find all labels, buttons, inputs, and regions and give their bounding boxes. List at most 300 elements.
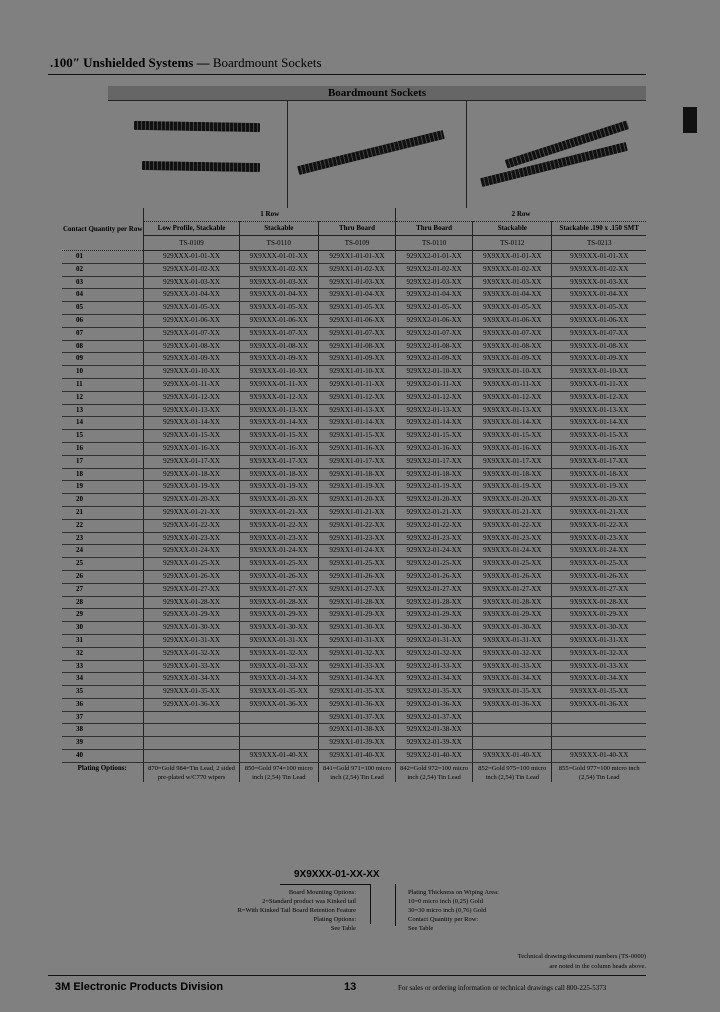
photo-1row-sockets: [108, 100, 287, 208]
contact-qty: 36: [62, 698, 144, 711]
part-number: 929XX1-01-19-XX: [318, 481, 395, 494]
table-row: [62, 634, 646, 647]
part-number: [473, 711, 552, 724]
table-row: [62, 417, 646, 430]
part-number: 929XXX-01-23-XX: [144, 532, 239, 545]
part-number: 9X9XXX-01-25-XX: [473, 558, 552, 571]
legend-line: See Table: [330, 925, 356, 932]
part-number: 9X9XXX-01-11-XX: [239, 378, 318, 391]
part-number: 929XX2-01-34-XX: [396, 673, 473, 686]
part-number: 929XX2-01-37-XX: [396, 711, 473, 724]
part-number: 9X9XXX-01-35-XX: [239, 686, 318, 699]
group-1row: 1 Row: [144, 208, 396, 222]
tech-note: [518, 952, 646, 972]
table-row: [62, 276, 646, 289]
part-number: 9X9XXX-01-09-XX: [552, 353, 646, 366]
part-number: 929XX1-01-23-XX: [318, 532, 395, 545]
part-number: 929XX1-01-35-XX: [318, 686, 395, 699]
contact-qty: 24: [62, 545, 144, 558]
table-row: [62, 327, 646, 340]
part-number: 9X9XXX-01-12-XX: [552, 391, 646, 404]
table-row: [62, 366, 646, 379]
part-number: 9X9XXX-01-36-XX: [552, 698, 646, 711]
table-row: [62, 404, 646, 417]
part-number: 9X9XXX-01-16-XX: [239, 442, 318, 455]
part-number: 929XX1-01-08-XX: [318, 340, 395, 353]
part-number: 929XX2-01-17-XX: [396, 455, 473, 468]
subheader: Thru Board: [396, 222, 473, 236]
part-number: 9X9XXX-01-25-XX: [239, 558, 318, 571]
contact-qty: 20: [62, 494, 144, 507]
page-number: 13: [344, 981, 357, 993]
part-number: 9X9XXX-01-31-XX: [552, 634, 646, 647]
part-number: 929XX1-01-17-XX: [318, 455, 395, 468]
part-number: 929XXX-01-20-XX: [144, 494, 239, 507]
part-number: 9X9XXX-01-08-XX: [473, 340, 552, 353]
part-number: [239, 724, 318, 737]
table-row: [62, 442, 646, 455]
table-row: [62, 583, 646, 596]
part-number: 929XX1-01-05-XX: [318, 302, 395, 315]
part-number: 9X9XXX-01-14-XX: [239, 417, 318, 430]
part-number: 9X9XXX-01-02-XX: [473, 263, 552, 276]
part-number: 9X9XXX-01-16-XX: [552, 442, 646, 455]
part-number: 929XXX-01-13-XX: [144, 404, 239, 417]
part-number: 929XX1-01-09-XX: [318, 353, 395, 366]
part-number: 9X9XXX-01-18-XX: [552, 468, 646, 481]
part-number: 929XX2-01-15-XX: [396, 430, 473, 443]
part-number: 929XX2-01-18-XX: [396, 468, 473, 481]
page-title: [50, 55, 322, 71]
subheader: Thru Board: [318, 222, 395, 236]
part-number: 929XX2-01-25-XX: [396, 558, 473, 571]
part-number: 9X9XXX-01-07-XX: [239, 327, 318, 340]
part-number: 9X9XXX-01-04-XX: [552, 289, 646, 302]
part-number: 9X9XXX-01-40-XX: [239, 750, 318, 763]
contact-qty: 25: [62, 558, 144, 571]
part-number: 9X9XXX-01-03-XX: [473, 276, 552, 289]
part-number: 9X9XXX-01-02-XX: [239, 263, 318, 276]
part-number: 9X9XXX-01-27-XX: [473, 583, 552, 596]
contact-qty: 21: [62, 506, 144, 519]
part-number: 9X9XXX-01-22-XX: [239, 519, 318, 532]
part-number: 9X9XXX-01-33-XX: [552, 660, 646, 673]
legend-line: See Table: [408, 925, 434, 932]
part-number: 929XXX-01-21-XX: [144, 506, 239, 519]
footer-rule: [48, 975, 646, 976]
part-number: 929XXX-01-31-XX: [144, 634, 239, 647]
part-number: 929XX2-01-02-XX: [396, 263, 473, 276]
part-number: 929XX1-01-21-XX: [318, 506, 395, 519]
part-number: 9X9XXX-01-15-XX: [552, 430, 646, 443]
part-number: 929XX1-01-31-XX: [318, 634, 395, 647]
contact-qty: 39: [62, 737, 144, 750]
part-number: 9X9XXX-01-17-XX: [239, 455, 318, 468]
tech-note-line: Technical drawing/document numbers (TS-0000): [517, 953, 646, 960]
contact-qty: 16: [62, 442, 144, 455]
socket-image: [142, 161, 260, 172]
contact-qty: 33: [62, 660, 144, 673]
part-number: 929XXX-01-02-XX: [144, 263, 239, 276]
part-number: 9X9XXX-01-28-XX: [473, 596, 552, 609]
plating-label: Plating Options:: [62, 762, 144, 782]
part-number: 9X9XXX-01-08-XX: [552, 340, 646, 353]
part-number: 929XX1-01-07-XX: [318, 327, 395, 340]
part-number: 929XXX-01-14-XX: [144, 417, 239, 430]
part-number: 929XXX-01-09-XX: [144, 353, 239, 366]
part-number: 9X9XXX-01-22-XX: [473, 519, 552, 532]
legend-left: [237, 888, 356, 933]
part-number: 9X9XXX-01-25-XX: [552, 558, 646, 571]
drawing-number: TS-0110: [239, 236, 318, 251]
part-number: 929XX1-01-24-XX: [318, 545, 395, 558]
part-number: 929XXX-01-19-XX: [144, 481, 239, 494]
part-number: 9X9XXX-01-20-XX: [552, 494, 646, 507]
table-row: [62, 570, 646, 583]
table-row: [62, 519, 646, 532]
part-number: 929XX1-01-02-XX: [318, 263, 395, 276]
plating-option: 850=Gold 974=100 micro inch (2,54) Tin Lead: [239, 762, 318, 782]
table-row: [62, 430, 646, 443]
part-number: 929XXX-01-04-XX: [144, 289, 239, 302]
tech-note-line: are noted in the column heads above.: [549, 963, 646, 970]
part-number: 9X9XXX-01-12-XX: [473, 391, 552, 404]
page-title-main: .100″ Unshielded Systems —: [50, 55, 210, 70]
contact-qty: 31: [62, 634, 144, 647]
part-number: 929XX1-01-39-XX: [318, 737, 395, 750]
part-number: 9X9XXX-01-11-XX: [473, 378, 552, 391]
part-number: 929XX2-01-26-XX: [396, 570, 473, 583]
table-row: [62, 289, 646, 302]
part-number: 929XX1-01-36-XX: [318, 698, 395, 711]
contact-qty: 09: [62, 353, 144, 366]
part-number: 929XX1-01-03-XX: [318, 276, 395, 289]
legend-line: Board Mounting Options:: [288, 889, 356, 896]
part-number: 9X9XXX-01-18-XX: [473, 468, 552, 481]
part-number: 9X9XXX-01-20-XX: [473, 494, 552, 507]
contact-qty: 19: [62, 481, 144, 494]
table-row: [62, 468, 646, 481]
part-number: 929XXX-01-35-XX: [144, 686, 239, 699]
part-number: [239, 737, 318, 750]
subheader: Low Profile, Stackable: [144, 222, 239, 236]
footer-brand: 3M Electronic Products Division: [55, 981, 224, 993]
contact-qty: 30: [62, 622, 144, 635]
part-number: 9X9XXX-01-13-XX: [552, 404, 646, 417]
table-row: [62, 660, 646, 673]
part-number: 9X9XXX-01-20-XX: [239, 494, 318, 507]
photo-2row-sockets: [466, 100, 646, 208]
part-number: 9X9XXX-01-30-XX: [239, 622, 318, 635]
part-number: 9X9XXX-01-07-XX: [473, 327, 552, 340]
part-number: 9X9XXX-01-05-XX: [239, 302, 318, 315]
part-number: 929XXX-01-12-XX: [144, 391, 239, 404]
part-number: 9X9XXX-01-35-XX: [473, 686, 552, 699]
table-row: [62, 673, 646, 686]
contact-qty: 15: [62, 430, 144, 443]
part-number: 929XXX-01-29-XX: [144, 609, 239, 622]
part-number: 9X9XXX-01-10-XX: [552, 366, 646, 379]
part-number: 929XX2-01-03-XX: [396, 276, 473, 289]
code-leader: [395, 884, 396, 926]
code-leader: [280, 884, 370, 885]
contact-qty: 18: [62, 468, 144, 481]
part-number: 9X9XXX-01-18-XX: [239, 468, 318, 481]
part-number: 9X9XXX-01-06-XX: [473, 314, 552, 327]
part-number: 9X9XXX-01-36-XX: [239, 698, 318, 711]
part-number: 9X9XXX-01-01-XX: [473, 251, 552, 264]
plating-option: 842=Gold 972=100 micro inch (2,54) Tin Lead: [396, 762, 473, 782]
part-number: 929XX1-01-27-XX: [318, 583, 395, 596]
part-number: 929XX2-01-23-XX: [396, 532, 473, 545]
part-number: 929XX2-01-11-XX: [396, 378, 473, 391]
part-number: 9X9XXX-01-30-XX: [473, 622, 552, 635]
part-number: 929XXX-01-07-XX: [144, 327, 239, 340]
table-row: [62, 647, 646, 660]
part-number: 929XX1-01-30-XX: [318, 622, 395, 635]
drawing-number: TS-0213: [552, 236, 646, 251]
part-number: 929XX2-01-09-XX: [396, 353, 473, 366]
part-number: 9X9XXX-01-03-XX: [552, 276, 646, 289]
legend-line: R=With Kinked Tail Board Retention Feature: [237, 907, 356, 914]
part-number: [144, 737, 239, 750]
part-number: 929XX1-01-14-XX: [318, 417, 395, 430]
part-number: 9X9XXX-01-33-XX: [239, 660, 318, 673]
table-row: [62, 532, 646, 545]
part-number: 9X9XXX-01-17-XX: [473, 455, 552, 468]
table-row: [62, 340, 646, 353]
part-number: 929XXX-01-10-XX: [144, 366, 239, 379]
part-number: 9X9XXX-01-32-XX: [552, 647, 646, 660]
part-number: 929XXX-01-26-XX: [144, 570, 239, 583]
table-row: [62, 506, 646, 519]
part-number: 929XX1-01-10-XX: [318, 366, 395, 379]
table-row: [62, 596, 646, 609]
contact-qty: 38: [62, 724, 144, 737]
part-number: 929XX2-01-19-XX: [396, 481, 473, 494]
contact-qty: 11: [62, 378, 144, 391]
part-number: 929XX2-01-38-XX: [396, 724, 473, 737]
contact-qty: 29: [62, 609, 144, 622]
part-number: 9X9XXX-01-34-XX: [473, 673, 552, 686]
part-number: 9X9XXX-01-28-XX: [552, 596, 646, 609]
part-number: 929XX1-01-38-XX: [318, 724, 395, 737]
legend-line: 30=30 micro inch (0,76) Gold: [408, 907, 487, 914]
part-number: 9X9XXX-01-07-XX: [552, 327, 646, 340]
table-row: [62, 737, 646, 750]
part-number: 9X9XXX-01-26-XX: [239, 570, 318, 583]
contact-qty: 03: [62, 276, 144, 289]
part-number: 929XXX-01-33-XX: [144, 660, 239, 673]
part-number: 929XXX-01-30-XX: [144, 622, 239, 635]
part-number: 9X9XXX-01-06-XX: [552, 314, 646, 327]
part-number-table: [62, 208, 646, 782]
part-number: 929XX1-01-04-XX: [318, 289, 395, 302]
socket-image: [297, 130, 445, 175]
table-row: [62, 545, 646, 558]
part-number: 929XX2-01-06-XX: [396, 314, 473, 327]
part-number: 929XX2-01-29-XX: [396, 609, 473, 622]
part-number: [144, 750, 239, 763]
legend-line: Contact Quantity per Row:: [408, 916, 479, 923]
part-number: 929XXX-01-25-XX: [144, 558, 239, 571]
socket-image: [134, 121, 260, 132]
part-number: 9X9XXX-01-10-XX: [473, 366, 552, 379]
part-number: 9X9XXX-01-19-XX: [473, 481, 552, 494]
section-tab-marker: [683, 107, 697, 133]
part-number: [552, 711, 646, 724]
part-number: 929XX1-01-06-XX: [318, 314, 395, 327]
part-number: 929XX1-01-26-XX: [318, 570, 395, 583]
contact-qty: 32: [62, 647, 144, 660]
code-leader: [370, 884, 371, 924]
part-number: 929XX2-01-39-XX: [396, 737, 473, 750]
part-number: 9X9XXX-01-34-XX: [239, 673, 318, 686]
part-number: 9X9XXX-01-01-XX: [239, 251, 318, 264]
part-number: 929XX2-01-30-XX: [396, 622, 473, 635]
legend-line: 2=Standard product was Kinked tail: [262, 898, 356, 905]
plating-option: 855=Gold 977=100 micro inch (2,54) Tin Lead: [552, 762, 646, 782]
contact-qty: 22: [62, 519, 144, 532]
part-number: 929XX1-01-20-XX: [318, 494, 395, 507]
part-number: 929XX1-01-18-XX: [318, 468, 395, 481]
plating-option: 852=Gold 975=100 micro inch (2,54) Tin Lead: [473, 762, 552, 782]
part-number: 929XX2-01-04-XX: [396, 289, 473, 302]
part-number: 9X9XXX-01-23-XX: [473, 532, 552, 545]
part-number: 9X9XXX-01-21-XX: [552, 506, 646, 519]
part-number: 929XX1-01-15-XX: [318, 430, 395, 443]
contact-qty: 05: [62, 302, 144, 315]
part-number: 9X9XXX-01-23-XX: [239, 532, 318, 545]
part-number: [473, 724, 552, 737]
contact-qty: 13: [62, 404, 144, 417]
part-number: 9X9XXX-01-17-XX: [552, 455, 646, 468]
banner: Boardmount Sockets: [108, 86, 646, 101]
part-number: 9X9XXX-01-24-XX: [473, 545, 552, 558]
legend-line: Plating Thickness on Wiping Area:: [408, 889, 499, 896]
plating-option: 841=Gold 971=100 micro inch (2,54) Tin Lead: [318, 762, 395, 782]
contact-qty: 34: [62, 673, 144, 686]
part-number: [473, 737, 552, 750]
part-number: 929XXX-01-32-XX: [144, 647, 239, 660]
part-number: 9X9XXX-01-31-XX: [239, 634, 318, 647]
table-row: [62, 494, 646, 507]
part-number: 929XXX-01-27-XX: [144, 583, 239, 596]
table-row: [62, 263, 646, 276]
part-number: 929XX2-01-14-XX: [396, 417, 473, 430]
part-number: 9X9XXX-01-27-XX: [552, 583, 646, 596]
title-rule: [48, 74, 646, 75]
part-number: 9X9XXX-01-21-XX: [473, 506, 552, 519]
part-number: 929XXX-01-03-XX: [144, 276, 239, 289]
part-number: 9X9XXX-01-10-XX: [239, 366, 318, 379]
part-number: 9X9XXX-01-30-XX: [552, 622, 646, 635]
part-number: 9X9XXX-01-35-XX: [552, 686, 646, 699]
photo-thru-board-socket: [287, 100, 467, 208]
part-number: 9X9XXX-01-27-XX: [239, 583, 318, 596]
part-number: 9X9XXX-01-19-XX: [552, 481, 646, 494]
table-row: [62, 698, 646, 711]
part-number: 929XX1-01-16-XX: [318, 442, 395, 455]
part-number: 9X9XXX-01-23-XX: [552, 532, 646, 545]
table-row: [62, 455, 646, 468]
part-number: 929XX2-01-27-XX: [396, 583, 473, 596]
contact-qty: 10: [62, 366, 144, 379]
table-row: [62, 609, 646, 622]
subheader: Stackable: [473, 222, 552, 236]
part-number: 929XX2-01-12-XX: [396, 391, 473, 404]
part-number: 929XX1-01-32-XX: [318, 647, 395, 660]
part-number: 929XX2-01-16-XX: [396, 442, 473, 455]
part-number: 929XX1-01-28-XX: [318, 596, 395, 609]
plating-option: 870=Gold 984=Tin Lead, 2 sided pre-plated w/C770 wipers: [144, 762, 239, 782]
part-number: 9X9XXX-01-32-XX: [473, 647, 552, 660]
contact-qty: 04: [62, 289, 144, 302]
plating-row: [62, 762, 646, 782]
part-number: 9X9XXX-01-28-XX: [239, 596, 318, 609]
part-number: [144, 711, 239, 724]
table-row: [62, 391, 646, 404]
part-number: 9X9XXX-01-33-XX: [473, 660, 552, 673]
part-number: 929XX1-01-11-XX: [318, 378, 395, 391]
part-number: 929XX2-01-36-XX: [396, 698, 473, 711]
part-number: [552, 737, 646, 750]
contact-qty: 17: [62, 455, 144, 468]
part-number: 929XXX-01-18-XX: [144, 468, 239, 481]
part-number: 9X9XXX-01-40-XX: [473, 750, 552, 763]
part-number: 9X9XXX-01-13-XX: [473, 404, 552, 417]
part-number: 9X9XXX-01-04-XX: [473, 289, 552, 302]
subheader: Stackable .190 x .150 SMT: [552, 222, 646, 236]
part-number: 929XXX-01-11-XX: [144, 378, 239, 391]
table-row: [62, 353, 646, 366]
part-number: 9X9XXX-01-13-XX: [239, 404, 318, 417]
part-number: 9X9XXX-01-15-XX: [239, 430, 318, 443]
part-number: 929XXX-01-24-XX: [144, 545, 239, 558]
table-row: [62, 302, 646, 315]
contact-qty: 02: [62, 263, 144, 276]
part-number: 9X9XXX-01-04-XX: [239, 289, 318, 302]
part-number: 929XX2-01-22-XX: [396, 519, 473, 532]
part-number: 929XXX-01-15-XX: [144, 430, 239, 443]
part-number: 929XX1-01-01-XX: [318, 251, 395, 264]
contact-qty: 08: [62, 340, 144, 353]
part-number: 929XX2-01-08-XX: [396, 340, 473, 353]
part-number: 929XX2-01-32-XX: [396, 647, 473, 660]
table-row: [62, 750, 646, 763]
table-row: [62, 558, 646, 571]
table-row: [62, 378, 646, 391]
part-number: 929XX1-01-33-XX: [318, 660, 395, 673]
part-number: 9X9XXX-01-11-XX: [552, 378, 646, 391]
part-number: 9X9XXX-01-24-XX: [552, 545, 646, 558]
part-number: 9X9XXX-01-05-XX: [473, 302, 552, 315]
legend-line: Plating Options:: [313, 916, 356, 923]
part-number: 929XXX-01-06-XX: [144, 314, 239, 327]
part-number: 929XXX-01-05-XX: [144, 302, 239, 315]
part-number: 929XX2-01-10-XX: [396, 366, 473, 379]
part-number: 929XXX-01-01-XX: [144, 251, 239, 264]
part-number: 929XX1-01-13-XX: [318, 404, 395, 417]
drawing-number: TS-0112: [473, 236, 552, 251]
part-number: 929XXX-01-36-XX: [144, 698, 239, 711]
legend-right: [408, 888, 499, 933]
part-number: [239, 711, 318, 724]
group-2row: 2 Row: [396, 208, 646, 222]
part-number: [144, 724, 239, 737]
part-number: 929XX2-01-05-XX: [396, 302, 473, 315]
part-number: 9X9XXX-01-31-XX: [473, 634, 552, 647]
